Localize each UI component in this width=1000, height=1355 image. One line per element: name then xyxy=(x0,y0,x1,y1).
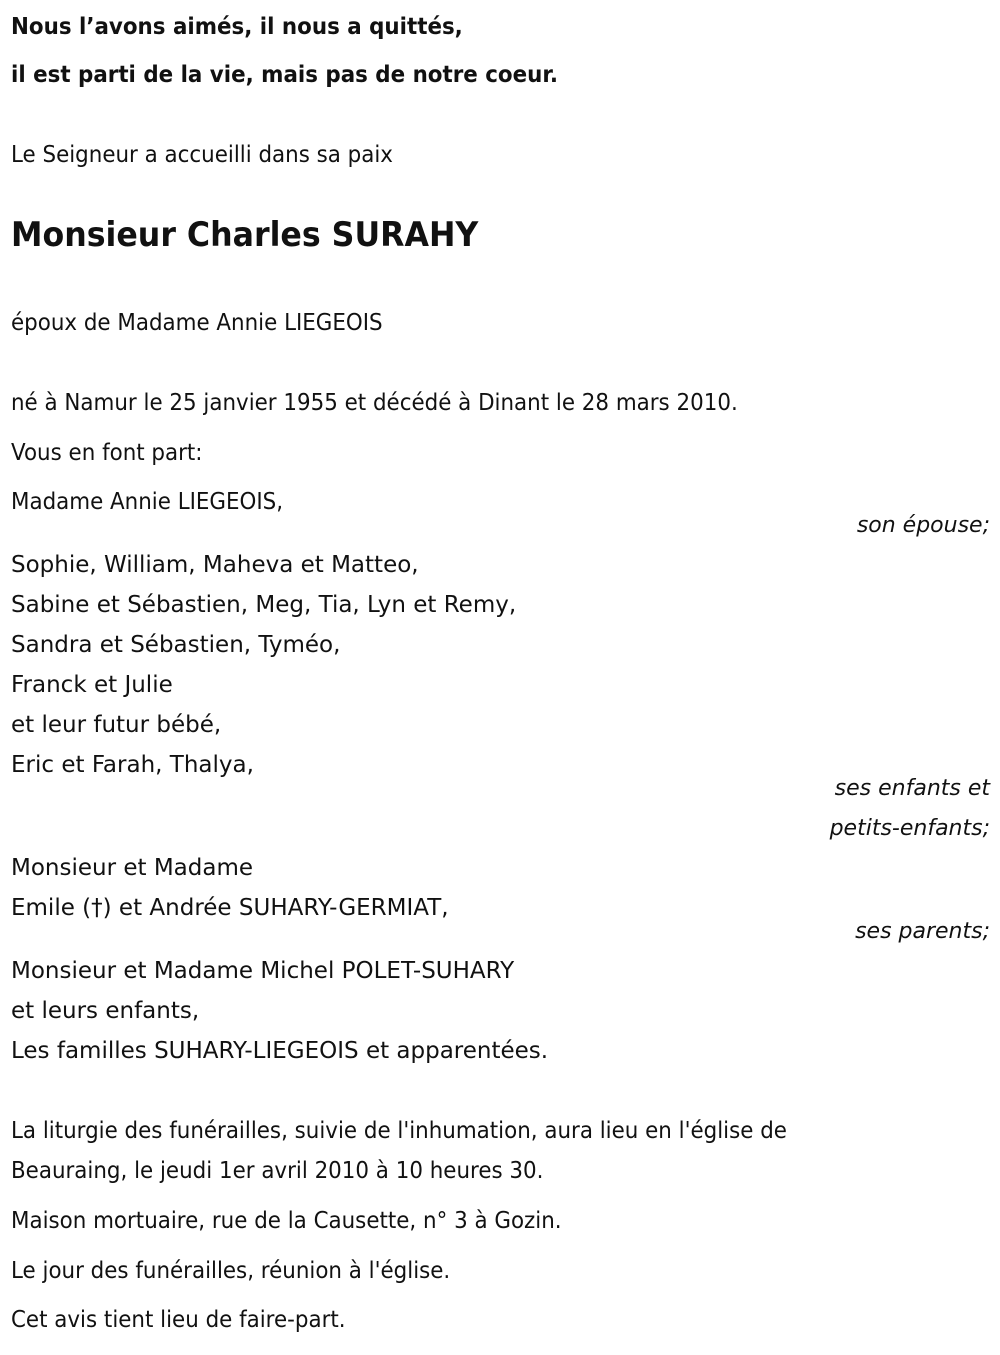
family-line: et leur futur bébé, xyxy=(11,712,222,738)
family-line: Eric et Farah, Thalya, xyxy=(11,752,254,778)
meeting-info: Le jour des funérailles, réunion à l'église. xyxy=(11,1258,451,1284)
family-line: Emile (†) et Andrée SUHARY-GERMIAT, xyxy=(11,895,449,921)
family-line: et leurs enfants, xyxy=(11,998,200,1024)
liturgy-line-2: Beauraing, le jeudi 1er avril 2010 à 10 heures 30. xyxy=(11,1158,544,1184)
family-line: Monsieur et Madame Michel POLET-SUHARY xyxy=(11,958,515,984)
intro-text: Le Seigneur a accueilli dans sa paix xyxy=(11,142,393,168)
relation-label: ses enfants et xyxy=(834,776,990,801)
family-line: Madame Annie LIEGEOIS, xyxy=(11,489,284,515)
family-line: Sophie, William, Maheva et Matteo, xyxy=(11,552,419,578)
epigraph-line-1: Nous l’avons aimés, il nous a quittés, xyxy=(11,14,463,40)
deceased-name: Monsieur Charles SURAHY xyxy=(11,215,479,255)
birth-death-line: né à Namur le 25 janvier 1955 et décédé à Dinant le 28 mars 2010. xyxy=(11,390,738,416)
family-line: Les familles SUHARY-LIEGEOIS et apparentées. xyxy=(11,1038,549,1064)
liturgy-line-1: La liturgie des funérailles, suivie de l'inhumation, aura lieu en l'église de xyxy=(11,1118,787,1144)
family-line: Sabine et Sébastien, Meg, Tia, Lyn et Remy, xyxy=(11,592,517,618)
family-line: Monsieur et Madame xyxy=(11,855,254,881)
notice-text: Cet avis tient lieu de faire-part. xyxy=(11,1307,346,1333)
relation-label: petits-enfants; xyxy=(829,816,990,841)
family-line: Sandra et Sébastien, Tyméo, xyxy=(11,632,341,658)
family-line: Franck et Julie xyxy=(11,672,173,698)
relation-label: ses parents; xyxy=(855,919,990,944)
spouse-line: époux de Madame Annie LIEGEOIS xyxy=(11,310,383,336)
epigraph-line-2: il est parti de la vie, mais pas de notre coeur. xyxy=(11,62,558,88)
mortuary-address: Maison mortuaire, rue de la Causette, n° 3 à Gozin. xyxy=(11,1208,562,1234)
announcers-intro: Vous en font part: xyxy=(11,440,203,466)
relation-label: son épouse; xyxy=(856,513,990,538)
